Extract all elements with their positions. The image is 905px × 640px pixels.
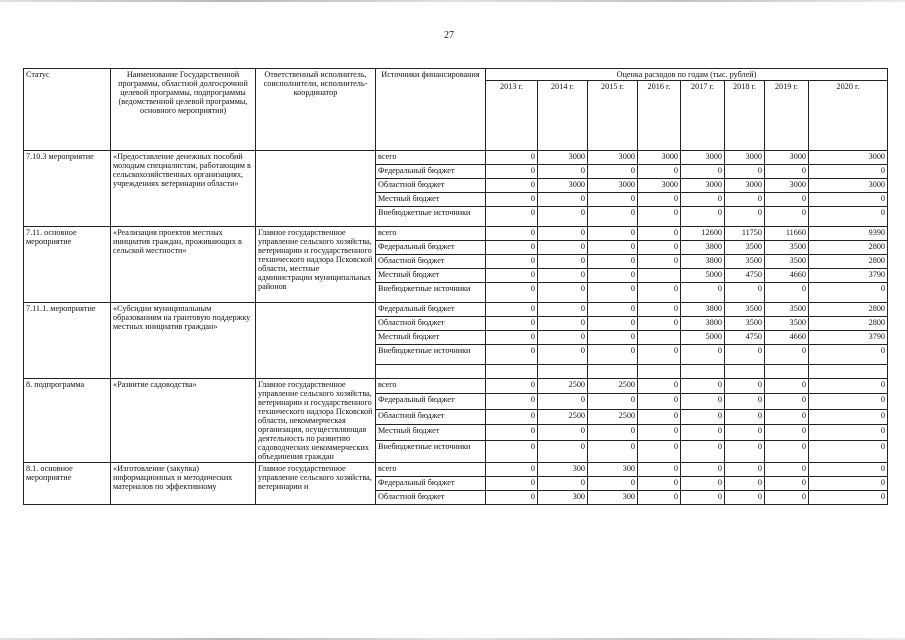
value-cell: 0	[638, 207, 681, 227]
value-cell: 4750	[725, 269, 765, 283]
value-cell: 2800	[809, 241, 888, 255]
source-cell: Внебюджетные источники	[376, 283, 486, 303]
header-year: 2016 г.	[638, 81, 681, 151]
value-cell: 0	[765, 207, 809, 227]
value-cell: 0	[486, 379, 538, 394]
value-cell	[638, 365, 681, 379]
value-cell: 0	[765, 491, 809, 505]
value-cell: 300	[538, 463, 588, 477]
value-cell: 0	[681, 409, 725, 424]
value-cell: 2800	[809, 317, 888, 331]
value-cell: 3000	[725, 151, 765, 165]
value-cell: 0	[538, 317, 588, 331]
table-body	[24, 151, 888, 505]
header-status: Статус	[24, 69, 111, 151]
block-status: 7.11.1. мероприятие	[24, 303, 111, 379]
header-estimate: Оценка расходов по годам (тыс. рублей)	[486, 69, 888, 81]
value-cell: 0	[486, 463, 538, 477]
value-cell: 0	[809, 394, 888, 409]
value-cell: 0	[538, 394, 588, 409]
header-year: 2014 г.	[538, 81, 588, 151]
value-cell: 0	[486, 317, 538, 331]
value-cell: 0	[486, 491, 538, 505]
value-cell: 3800	[681, 255, 725, 269]
source-cell: Внебюджетные источники	[376, 440, 486, 462]
value-cell: 3000	[588, 151, 638, 165]
value-cell: 0	[486, 440, 538, 462]
value-cell: 3000	[638, 151, 681, 165]
block-status: 8.1. основное мероприятие	[24, 463, 111, 505]
value-cell: 0	[638, 303, 681, 317]
source-cell: Областной бюджет	[376, 255, 486, 269]
value-cell: 0	[765, 394, 809, 409]
source-cell: Внебюджетные источники	[376, 345, 486, 365]
source-cell: Областной бюджет	[376, 409, 486, 424]
value-cell: 0	[538, 425, 588, 440]
block-name: «Изготовление (закупка) информационных и методических материалов по эффективному	[111, 463, 256, 505]
source-cell: Областной бюджет	[376, 491, 486, 505]
value-cell: 0	[538, 165, 588, 179]
value-cell	[809, 365, 888, 379]
value-cell	[765, 365, 809, 379]
value-cell: 0	[486, 283, 538, 303]
value-cell: 0	[638, 379, 681, 394]
value-cell: 4750	[725, 331, 765, 345]
source-cell: Федеральный бюджет	[376, 241, 486, 255]
block-name: «Субсидии муниципальным образованиям на грантовую поддержку местных инициатив граждан»	[111, 303, 256, 379]
value-cell: 0	[486, 331, 538, 345]
value-cell: 0	[638, 317, 681, 331]
value-cell: 3000	[538, 151, 588, 165]
source-cell: всего	[376, 463, 486, 477]
value-cell	[638, 331, 681, 345]
value-cell: 0	[538, 331, 588, 345]
value-cell: 0	[681, 491, 725, 505]
value-cell: 0	[809, 379, 888, 394]
value-cell: 0	[486, 207, 538, 227]
value-cell: 0	[538, 207, 588, 227]
value-cell: 11750	[725, 227, 765, 241]
value-cell: 0	[486, 409, 538, 424]
value-cell: 0	[765, 345, 809, 365]
block-name: «Развитие садоводства»	[111, 379, 256, 463]
table-row	[24, 151, 888, 165]
value-cell: 0	[765, 477, 809, 491]
value-cell: 3500	[765, 255, 809, 269]
block-status: 8. подпрограмма	[24, 379, 111, 463]
value-cell: 0	[809, 345, 888, 365]
source-cell: Внебюджетные источники	[376, 207, 486, 227]
value-cell: 3000	[725, 179, 765, 193]
value-cell: 3790	[809, 269, 888, 283]
source-cell: Местный бюджет	[376, 425, 486, 440]
value-cell: 0	[538, 345, 588, 365]
value-cell	[638, 269, 681, 283]
source-cell: Федеральный бюджет	[376, 303, 486, 317]
value-cell: 2500	[538, 409, 588, 424]
value-cell: 0	[638, 283, 681, 303]
value-cell: 0	[486, 477, 538, 491]
table-header	[24, 69, 888, 151]
value-cell: 0	[681, 394, 725, 409]
value-cell: 4660	[765, 269, 809, 283]
value-cell: 3500	[725, 303, 765, 317]
block-responsible: Главное государственное управление сельского хозяйства, ветеринарии и	[256, 463, 376, 505]
value-cell: 0	[588, 425, 638, 440]
value-cell: 0	[486, 179, 538, 193]
value-cell: 0	[588, 394, 638, 409]
source-cell: Местный бюджет	[376, 269, 486, 283]
value-cell: 0	[809, 491, 888, 505]
table-row	[24, 227, 888, 241]
value-cell: 0	[725, 345, 765, 365]
value-cell: 0	[809, 283, 888, 303]
value-cell: 0	[588, 283, 638, 303]
value-cell: 0	[588, 269, 638, 283]
value-cell: 0	[681, 379, 725, 394]
value-cell	[588, 365, 638, 379]
value-cell: 0	[638, 345, 681, 365]
value-cell: 0	[486, 255, 538, 269]
value-cell: 0	[681, 345, 725, 365]
value-cell: 0	[486, 303, 538, 317]
source-cell: Областной бюджет	[376, 179, 486, 193]
value-cell	[725, 365, 765, 379]
value-cell: 0	[681, 165, 725, 179]
value-cell: 3500	[725, 241, 765, 255]
value-cell: 0	[638, 255, 681, 269]
value-cell: 0	[765, 283, 809, 303]
value-cell: 0	[725, 409, 765, 424]
header-year: 2013 г.	[486, 81, 538, 151]
value-cell: 3790	[809, 331, 888, 345]
value-cell: 0	[725, 379, 765, 394]
source-cell: Местный бюджет	[376, 193, 486, 207]
value-cell: 0	[681, 463, 725, 477]
value-cell: 3000	[765, 151, 809, 165]
value-cell: 300	[538, 491, 588, 505]
value-cell: 0	[638, 241, 681, 255]
value-cell: 0	[681, 207, 725, 227]
value-cell: 0	[765, 463, 809, 477]
value-cell: 0	[809, 409, 888, 424]
value-cell: 0	[809, 463, 888, 477]
value-cell: 300	[588, 463, 638, 477]
value-cell: 3800	[681, 241, 725, 255]
value-cell: 0	[588, 241, 638, 255]
value-cell: 0	[538, 255, 588, 269]
header-year: 2018 г.	[725, 81, 765, 151]
value-cell: 0	[538, 303, 588, 317]
value-cell: 12600	[681, 227, 725, 241]
value-cell: 3500	[765, 317, 809, 331]
value-cell: 3000	[809, 151, 888, 165]
value-cell: 0	[809, 440, 888, 462]
value-cell: 0	[725, 193, 765, 207]
header-year: 2015 г.	[588, 81, 638, 151]
value-cell: 0	[486, 394, 538, 409]
value-cell: 0	[486, 269, 538, 283]
value-cell: 3800	[681, 317, 725, 331]
value-cell: 0	[681, 425, 725, 440]
value-cell: 3000	[588, 179, 638, 193]
header-year: 2020 г.	[809, 81, 888, 151]
block-name: «Предоставление денежных пособий молодым специалистам, работающим в сельскохозяйственных организациях, учреждениях ветеринарии области»	[111, 151, 256, 227]
value-cell: 3000	[681, 179, 725, 193]
value-cell	[681, 365, 725, 379]
source-cell: Областной бюджет	[376, 317, 486, 331]
value-cell: 0	[725, 283, 765, 303]
table-row	[24, 463, 888, 477]
value-cell: 0	[765, 165, 809, 179]
value-cell: 0	[486, 345, 538, 365]
value-cell: 0	[725, 394, 765, 409]
value-cell: 0	[725, 463, 765, 477]
value-cell: 0	[725, 440, 765, 462]
value-cell: 0	[638, 409, 681, 424]
value-cell: 0	[681, 283, 725, 303]
value-cell: 0	[765, 193, 809, 207]
value-cell: 0	[725, 491, 765, 505]
value-cell: 0	[588, 165, 638, 179]
header-year: 2017 г.	[681, 81, 725, 151]
value-cell: 0	[538, 477, 588, 491]
value-cell: 4660	[765, 331, 809, 345]
source-cell: Федеральный бюджет	[376, 394, 486, 409]
table-row	[24, 303, 888, 317]
value-cell: 0	[725, 425, 765, 440]
value-cell: 0	[765, 440, 809, 462]
value-cell: 3000	[681, 151, 725, 165]
source-cell: Федеральный бюджет	[376, 165, 486, 179]
value-cell: 0	[638, 193, 681, 207]
block-name: «Реализация проектов местных инициатив граждан, проживающих в сельской местности»	[111, 227, 256, 303]
value-cell: 0	[681, 193, 725, 207]
value-cell: 3800	[681, 303, 725, 317]
value-cell: 0	[486, 165, 538, 179]
value-cell: 2500	[588, 379, 638, 394]
value-cell: 0	[588, 207, 638, 227]
value-cell: 0	[588, 331, 638, 345]
value-cell: 11660	[765, 227, 809, 241]
scan-edge-top	[0, 0, 905, 2]
value-cell: 3000	[765, 179, 809, 193]
value-cell: 0	[588, 477, 638, 491]
value-cell: 0	[765, 425, 809, 440]
value-cell	[486, 365, 538, 379]
value-cell: 0	[681, 477, 725, 491]
value-cell: 5000	[681, 331, 725, 345]
source-cell: Местный бюджет	[376, 331, 486, 345]
value-cell: 2800	[809, 303, 888, 317]
value-cell: 3000	[809, 179, 888, 193]
value-cell: 2500	[588, 409, 638, 424]
value-cell: 0	[588, 227, 638, 241]
value-cell: 0	[588, 193, 638, 207]
value-cell: 0	[588, 303, 638, 317]
budget-table	[23, 68, 888, 505]
value-cell: 0	[588, 317, 638, 331]
block-status: 7.10.3 мероприятие	[24, 151, 111, 227]
block-status: 7.11. основное мероприятие	[24, 227, 111, 303]
value-cell: 0	[809, 207, 888, 227]
value-cell: 0	[809, 477, 888, 491]
value-cell: 0	[638, 477, 681, 491]
header-responsible: Ответственный исполнитель, соисполнители, исполнитель-координатор	[256, 69, 376, 151]
table-row	[24, 379, 888, 394]
value-cell: 0	[638, 463, 681, 477]
value-cell: 0	[638, 394, 681, 409]
value-cell: 2800	[809, 255, 888, 269]
value-cell: 0	[765, 409, 809, 424]
value-cell: 0	[638, 227, 681, 241]
source-cell	[376, 365, 486, 379]
value-cell: 5000	[681, 269, 725, 283]
header-program-name: Наименование Государственной программы, областной долгосрочной целевой программы, подпрограммы (ведомственной целевой программы, основного мероприятия)	[111, 69, 256, 151]
value-cell: 300	[588, 491, 638, 505]
block-responsible: Главное государственное управление сельского хозяйства, ветеринарии и государственного технического надзора Псковской области, некоммерческая организация, осуществляющая деятельность по развитию садоводческих некоммерческих объединения граждан	[256, 379, 376, 463]
value-cell: 0	[486, 227, 538, 241]
header-year: 2019 г.	[765, 81, 809, 151]
source-cell: всего	[376, 379, 486, 394]
value-cell: 0	[486, 241, 538, 255]
value-cell: 3500	[725, 255, 765, 269]
header-sources: Источники финансирования	[376, 69, 486, 151]
value-cell: 0	[809, 165, 888, 179]
value-cell: 0	[681, 440, 725, 462]
value-cell	[538, 365, 588, 379]
value-cell: 0	[588, 255, 638, 269]
value-cell: 0	[638, 440, 681, 462]
value-cell: 0	[538, 269, 588, 283]
value-cell: 0	[588, 345, 638, 365]
value-cell: 3000	[638, 179, 681, 193]
value-cell: 0	[809, 193, 888, 207]
value-cell: 0	[538, 440, 588, 462]
source-cell: всего	[376, 227, 486, 241]
value-cell: 0	[486, 151, 538, 165]
value-cell: 9390	[809, 227, 888, 241]
value-cell: 0	[809, 425, 888, 440]
value-cell: 0	[725, 207, 765, 227]
value-cell: 0	[638, 491, 681, 505]
value-cell: 3500	[765, 241, 809, 255]
source-cell: всего	[376, 151, 486, 165]
block-responsible	[256, 151, 376, 227]
value-cell: 0	[538, 227, 588, 241]
block-responsible	[256, 303, 376, 379]
value-cell: 0	[538, 241, 588, 255]
value-cell: 3000	[538, 179, 588, 193]
value-cell: 0	[486, 425, 538, 440]
value-cell: 3500	[725, 317, 765, 331]
value-cell: 2500	[538, 379, 588, 394]
value-cell: 0	[725, 165, 765, 179]
value-cell: 0	[486, 193, 538, 207]
value-cell: 0	[725, 477, 765, 491]
value-cell: 0	[538, 193, 588, 207]
page-number: 27	[444, 30, 454, 41]
value-cell: 3500	[765, 303, 809, 317]
block-responsible: Главное государственное управление сельского хозяйства, ветеринарии и государственного технического надзора Псковской области, местные администрации муниципальных районов	[256, 227, 376, 303]
value-cell: 0	[588, 440, 638, 462]
value-cell: 0	[765, 379, 809, 394]
value-cell: 0	[638, 165, 681, 179]
value-cell: 0	[538, 283, 588, 303]
value-cell: 0	[638, 425, 681, 440]
source-cell: Федеральный бюджет	[376, 477, 486, 491]
